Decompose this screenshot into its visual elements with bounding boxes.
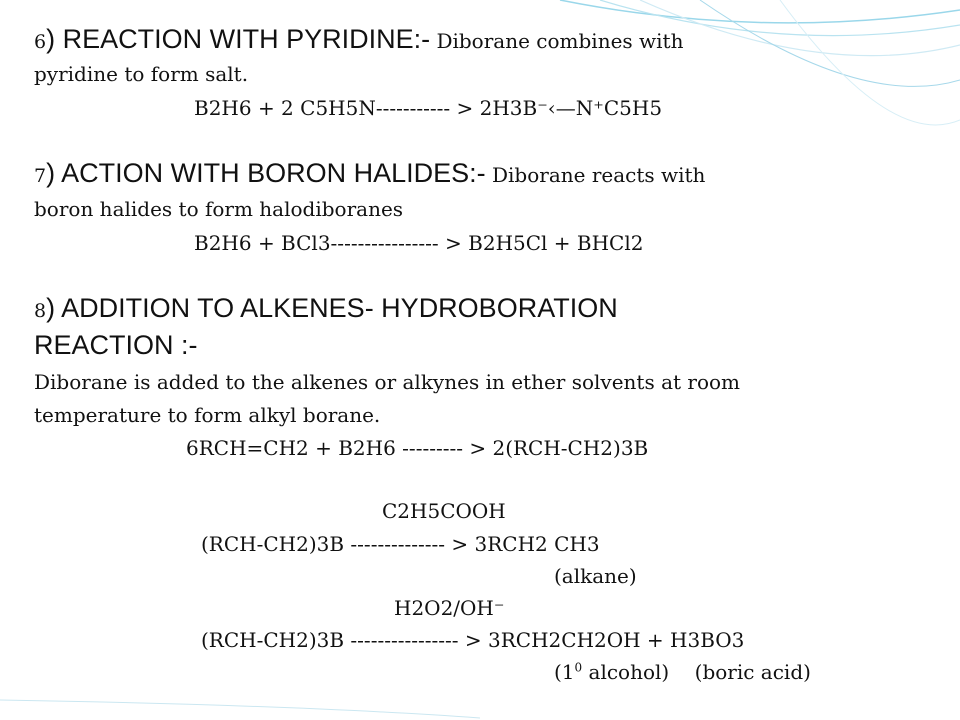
- section-description: Diborane combines with: [430, 29, 684, 53]
- section-number: 7: [34, 165, 47, 187]
- section-6-equation: B2H6 + 2 C5H5N----------- > 2H3B⁻‹—N⁺C5H5: [194, 96, 663, 120]
- note-prefix: (1: [554, 660, 575, 684]
- section-number: 8: [34, 300, 47, 322]
- reagent-label: C2H5COOH: [382, 499, 506, 523]
- section-number: 6: [34, 31, 47, 53]
- section-description: Diborane reacts with: [485, 163, 706, 187]
- note-rest: alcohol) (boric acid): [582, 660, 811, 684]
- reaction-equation: (RCH-CH2)3B -------------- > 3RCH2 CH3: [201, 532, 600, 556]
- section-8-equation: 6RCH=CH2 + B2H6 --------- > 2(RCH-CH2)3B: [186, 436, 649, 460]
- section-7-heading: [34, 158, 705, 189]
- section-7-description: boron halides to form halodiboranes: [34, 197, 404, 221]
- section-8-description-2: temperature to form alkyl borane.: [34, 403, 381, 427]
- section-title: ) ACTION WITH BORON HALIDES:-: [46, 158, 486, 188]
- product-note: [554, 660, 811, 684]
- section-8-heading: [34, 293, 618, 324]
- section-title: ) REACTION WITH PYRIDINE:-: [46, 24, 431, 54]
- reaction-equation: (RCH-CH2)3B ---------------- > 3RCH2CH2OH + H3BO3: [201, 628, 745, 652]
- note-superscript: 0: [574, 660, 583, 675]
- section-6-description: pyridine to form salt.: [34, 62, 249, 86]
- reagent-label: H2O2/OH⁻: [394, 596, 505, 620]
- section-8-description-1: Diborane is added to the alkenes or alkynes in ether solvents at room: [34, 370, 741, 394]
- section-8-heading-cont: REACTION :-: [34, 330, 198, 360]
- section-7-equation: B2H6 + BCl3---------------- > B2H5Cl + BHCl2: [194, 231, 644, 255]
- section-6-heading: [34, 24, 683, 55]
- product-note: (alkane): [554, 564, 637, 588]
- section-title: ) ADDITION TO ALKENES- HYDROBORATION: [46, 293, 618, 323]
